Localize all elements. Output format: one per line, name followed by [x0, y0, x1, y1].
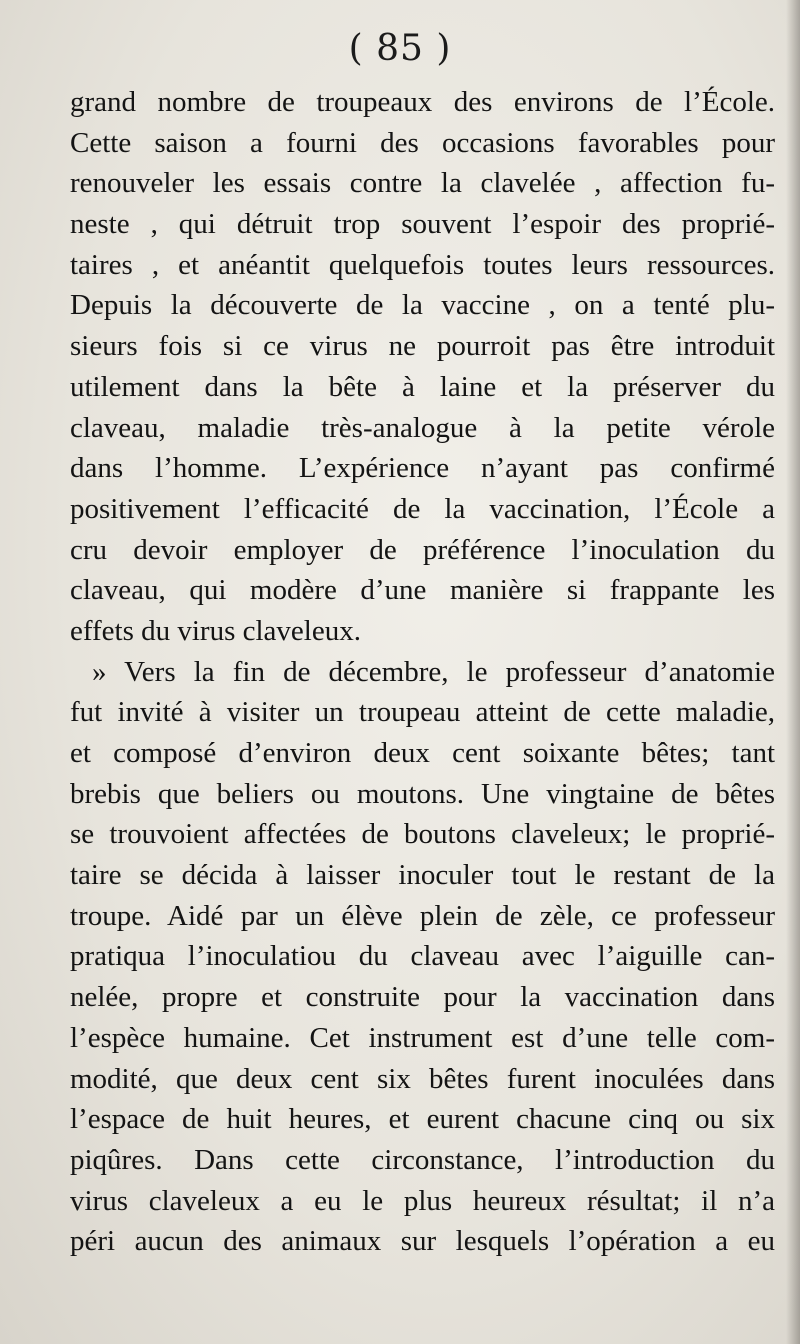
text-line: brebis que beliers ou moutons. Une vingtaine de bêtes: [70, 777, 775, 810]
text-line: et composé d’environ deux cent soixante bêtes; tant: [70, 737, 775, 769]
text-line: virus claveleux a eu le plus heureux résultat; il n’a: [70, 1184, 775, 1217]
text-line: utilement dans la bête à laine et la préserver du: [70, 370, 775, 403]
text-line: taire se décida à laisser inoculer tout le restant de la: [70, 859, 775, 892]
text-line: modité, que deux cent six bêtes furent inoculées dans: [70, 1062, 775, 1095]
text-line: positivement l’efficacité de la vaccination, l’École a: [70, 492, 775, 525]
text-line: neste , qui détruit trop souvent l’espoir des proprié-: [70, 208, 775, 241]
text-line: se trouvoient affectées de boutons claveleux; le proprié-: [70, 818, 775, 851]
text-line: taires , et anéantit quelquefois toutes leurs ressources.: [70, 248, 775, 281]
text-line: l’espèce humaine. Cet instrument est d’une telle com-: [70, 1021, 775, 1054]
text-line: cru devoir employer de préférence l’inoculation du: [70, 533, 775, 566]
text-line: renouveler les essais contre la clavelée , affection fu-: [70, 167, 775, 200]
text-line: claveau, maladie très-analogue à la petite vérole: [70, 411, 775, 444]
text-line: l’espace de huit heures, et eurent chacune cinq ou six: [70, 1103, 775, 1136]
text-line: Depuis la découverte de la vaccine , on a tenté plu-: [70, 289, 775, 322]
text-line: grand nombre de troupeaux des environs de l’École.: [70, 86, 775, 118]
text-line: fut invité à visiter un troupeau atteint de cette maladie,: [70, 696, 775, 729]
paragraph-end-line: effets du virus claveleux.: [70, 614, 361, 647]
page-body-text: [70, 82, 775, 1262]
page-number: ( 85 ): [348, 28, 452, 69]
paragraph-start-line: » Vers la fin de décembre, le professeur d’anatomie: [92, 655, 775, 688]
text-line: péri aucun des animaux sur lesquels l’opération a eu: [70, 1225, 775, 1258]
text-line: pratiqua l’inoculatiou du claveau avec l’aiguille can-: [70, 940, 775, 973]
text-line: claveau, qui modère d’une manière si frappante les: [70, 574, 775, 607]
text-line: piqûres. Dans cette circonstance, l’introduction du: [70, 1143, 775, 1176]
text-line: nelée, propre et construite pour la vaccination dans: [70, 981, 775, 1014]
text-line: troupe. Aidé par un élève plein de zèle, ce professeur: [70, 899, 775, 932]
text-line: sieurs fois si ce virus ne pourroit pas être introduit: [70, 330, 775, 363]
text-line: dans l’homme. L’expérience n’ayant pas confirmé: [70, 452, 775, 485]
text-line: Cette saison a fourni des occasions favorables pour: [70, 126, 775, 159]
